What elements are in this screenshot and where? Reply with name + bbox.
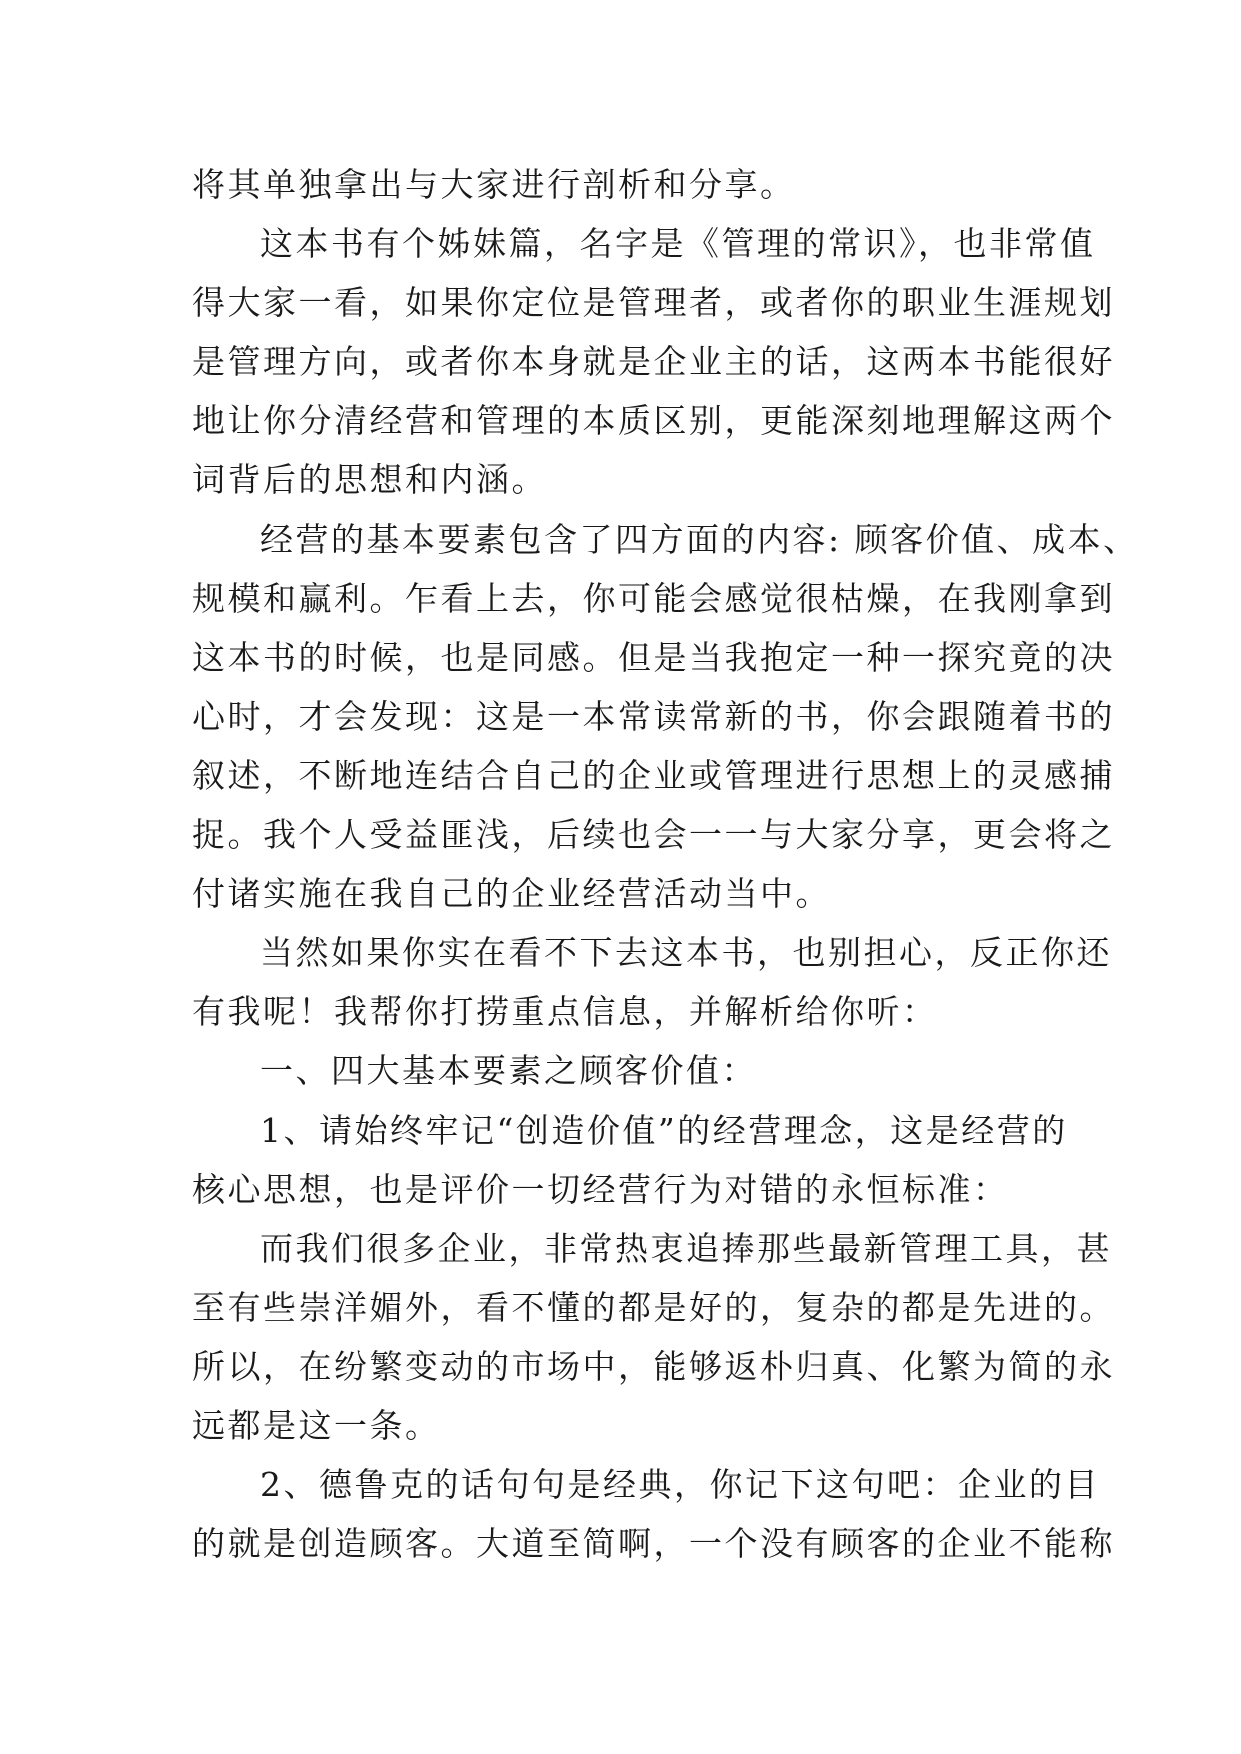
- paragraph-first-line: 2、德鲁克的话句句是经典，你记下这句吧：企业的目: [260, 1465, 1100, 1505]
- text-line: 这本书的时候，也是同感。但是当我抱定一种一探究竟的决: [192, 637, 1115, 677]
- text-line: 地让你分清经营和管理的本质区别，更能深刻地理解这两个: [192, 401, 1115, 441]
- text-line: 捉。我个人受益匪浅，后续也会一一与大家分享，更会将之: [192, 815, 1115, 855]
- text-line: 有我呢！我帮你打捞重点信息，并解析给你听：: [192, 992, 938, 1032]
- text-line: 所以，在纷繁变动的市场中，能够返朴归真、化繁为简的永: [192, 1346, 1115, 1386]
- paragraph-first-line: 1、请始终牢记“创造价值”的经营理念，这是经营的: [260, 1110, 1068, 1150]
- text-line: 词背后的思想和内涵。: [192, 460, 547, 500]
- text-line: 心时，才会发现：这是一本常读常新的书，你会跟随着书的: [192, 696, 1115, 736]
- text-line: 付诸实施在我自己的企业经营活动当中。: [192, 874, 831, 914]
- text-line: 是管理方向，或者你本身就是企业主的话，这两本书能很好: [192, 342, 1115, 382]
- body-text: [192, 155, 1139, 1573]
- text-line: 远都是这一条。: [192, 1405, 441, 1445]
- text-line: 的就是创造顾客。大道至简啊，一个没有顾客的企业不能称: [192, 1524, 1115, 1564]
- paragraph-first-line: 这本书有个姊妹篇，名字是《管理的常识》，也非常值: [260, 224, 1096, 264]
- paragraph-first-line: 当然如果你实在看不下去这本书，也别担心，反正你还: [260, 933, 1112, 973]
- text-line: 将其单独拿出与大家进行剖析和分享。: [192, 165, 796, 204]
- text-line: 规模和赢利。乍看上去，你可能会感觉很枯燥，在我刚拿到: [192, 578, 1115, 618]
- text-line: 得大家一看，如果你定位是管理者，或者你的职业生涯规划: [192, 283, 1115, 323]
- section-heading: 一、四大基本要素之顾客价值：: [260, 1051, 757, 1091]
- paragraph-first-line: 而我们很多企业，非常热衷追捧那些最新管理工具，甚: [260, 1228, 1112, 1268]
- text-line: 至有些崇洋媚外，看不懂的都是好的，复杂的都是先进的。: [192, 1287, 1115, 1327]
- paragraph-first-line: 经营的基本要素包含了四方面的内容: 顾客价值、成本、: [260, 519, 1139, 559]
- text-line: 核心思想，也是评价一切经营行为对错的永恒标准：: [192, 1169, 1009, 1209]
- text-line: 叙述，不断地连结合自己的企业或管理进行思想上的灵感捕: [192, 755, 1115, 795]
